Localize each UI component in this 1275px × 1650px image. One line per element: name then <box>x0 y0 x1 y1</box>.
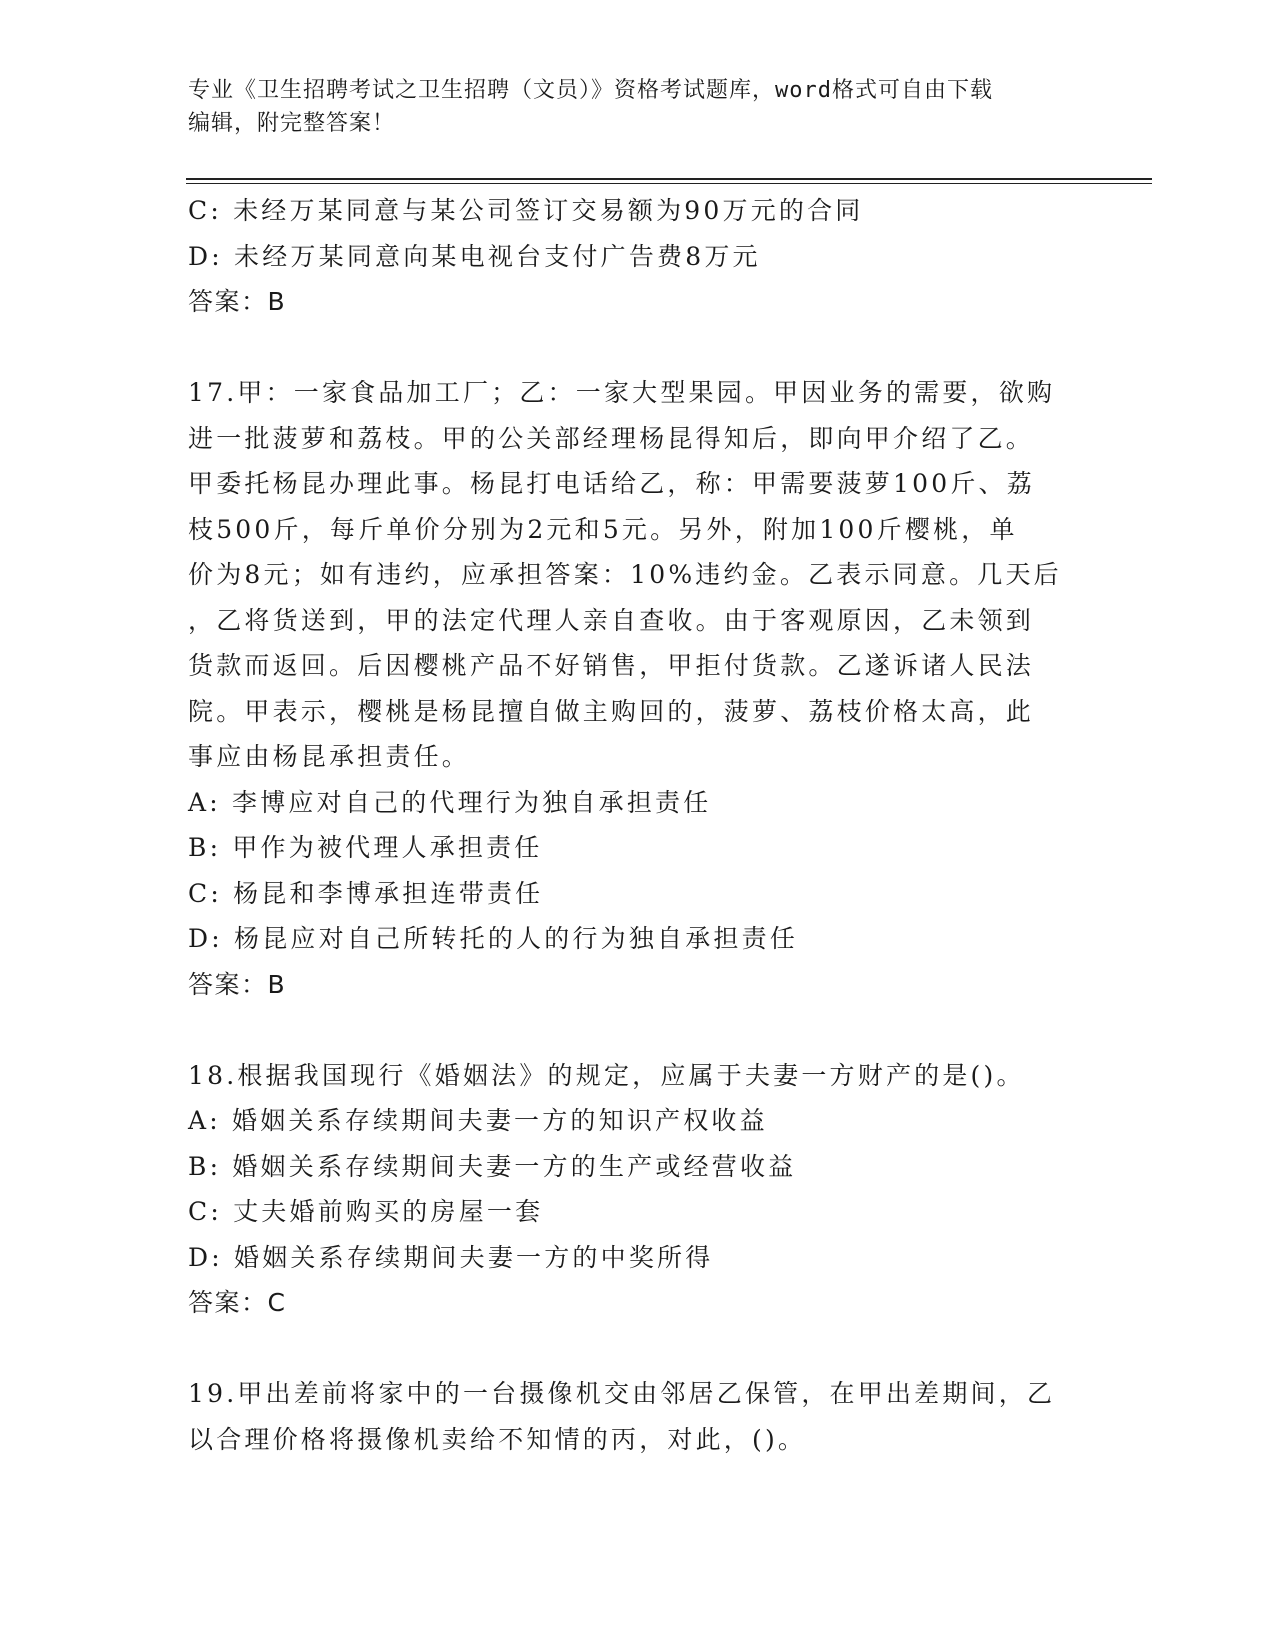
header-line: 专业《卫生招聘考试之卫生招聘（文员）》资格考试题库，word格式可自由下载 <box>188 78 993 103</box>
question-stem-line: 进一批菠萝和荔枝。甲的公关部经理杨昆得知后，即向甲介绍了乙。 <box>188 423 1035 453</box>
option-b: B: 甲作为被代理人承担责任 <box>188 833 543 862</box>
option-c: C: 杨昆和李博承担连带责任 <box>188 878 544 908</box>
header-line: 编辑，附完整答案！ <box>188 111 396 136</box>
option-c: C: 丈夫婚前购买的房屋一套 <box>188 1197 544 1226</box>
option-a: A: 婚姻关系存续期间夫妻一方的知识产权收益 <box>188 1106 768 1135</box>
question-stem-line: 价为8元；如有违约，应承担答案：10%违约金。乙表示同意。几天后 <box>188 560 1062 589</box>
option-d: D: 未经万某同意向某电视台支付广告费8万元 <box>188 241 761 271</box>
option-d: D: 婚姻关系存续期间夫妻一方的中奖所得 <box>188 1242 714 1272</box>
question-stem-line: 19.甲出差前将家中的一台摄像机交由邻居乙保管，在甲出差期间，乙 <box>188 1379 1056 1408</box>
answer-line: 答案：B <box>188 969 287 999</box>
option-c: C: 未经万某同意与某公司签订交易额为90万元的合同 <box>188 196 864 225</box>
question-stem-line: 甲委托杨昆办理此事。杨昆打电话给乙，称：甲需要菠萝100斤、荔 <box>188 469 1035 498</box>
spacer <box>188 325 1088 371</box>
option-d: D: 杨昆应对自己所转托的人的行为独自承担责任 <box>188 924 799 953</box>
option-a: A: 李博应对自己的代理行为独自承担责任 <box>188 787 712 817</box>
question-stem-line: 17.甲：一家食品加工厂；乙：一家大型果园。甲因业务的需要，欲购 <box>188 378 1056 407</box>
question-18 <box>188 1053 1088 1326</box>
question-stem-line: 枝500斤，每斤单价分别为2元和5元。另外，附加100斤樱桃，单 <box>188 514 1018 544</box>
question-content <box>188 188 1088 1462</box>
header-divider <box>186 178 1152 184</box>
question-stem-line: 18.根据我国现行《婚姻法》的规定，应属于夫妻一方财产的是()。 <box>188 1060 1025 1090</box>
document-header <box>188 74 1068 140</box>
answer-line: 答案：C <box>188 1288 287 1317</box>
question-stem-line: ，乙将货送到，甲的法定代理人亲自查收。由于客观原因，乙未领到 <box>188 605 1035 635</box>
spacer <box>188 1007 1088 1053</box>
question-17 <box>188 370 1088 1007</box>
question-19 <box>188 1371 1088 1462</box>
option-b: B: 婚姻关系存续期间夫妻一方的生产或经营收益 <box>188 1151 797 1181</box>
spacer <box>188 1326 1088 1372</box>
question-stem-line: 以合理价格将摄像机卖给不知情的丙，对此，()。 <box>188 1424 807 1454</box>
answer-line: 答案：B <box>188 287 287 316</box>
question-stem-line: 院。甲表示，樱桃是杨昆擅自做主购回的，菠萝、荔枝价格太高，此 <box>188 696 1035 726</box>
question-stem-line: 事应由杨昆承担责任。 <box>188 742 471 771</box>
question-16-continued <box>188 188 1088 325</box>
question-stem-line: 货款而返回。后因樱桃产品不好销售，甲拒付货款。乙遂诉诸人民法 <box>188 651 1035 680</box>
